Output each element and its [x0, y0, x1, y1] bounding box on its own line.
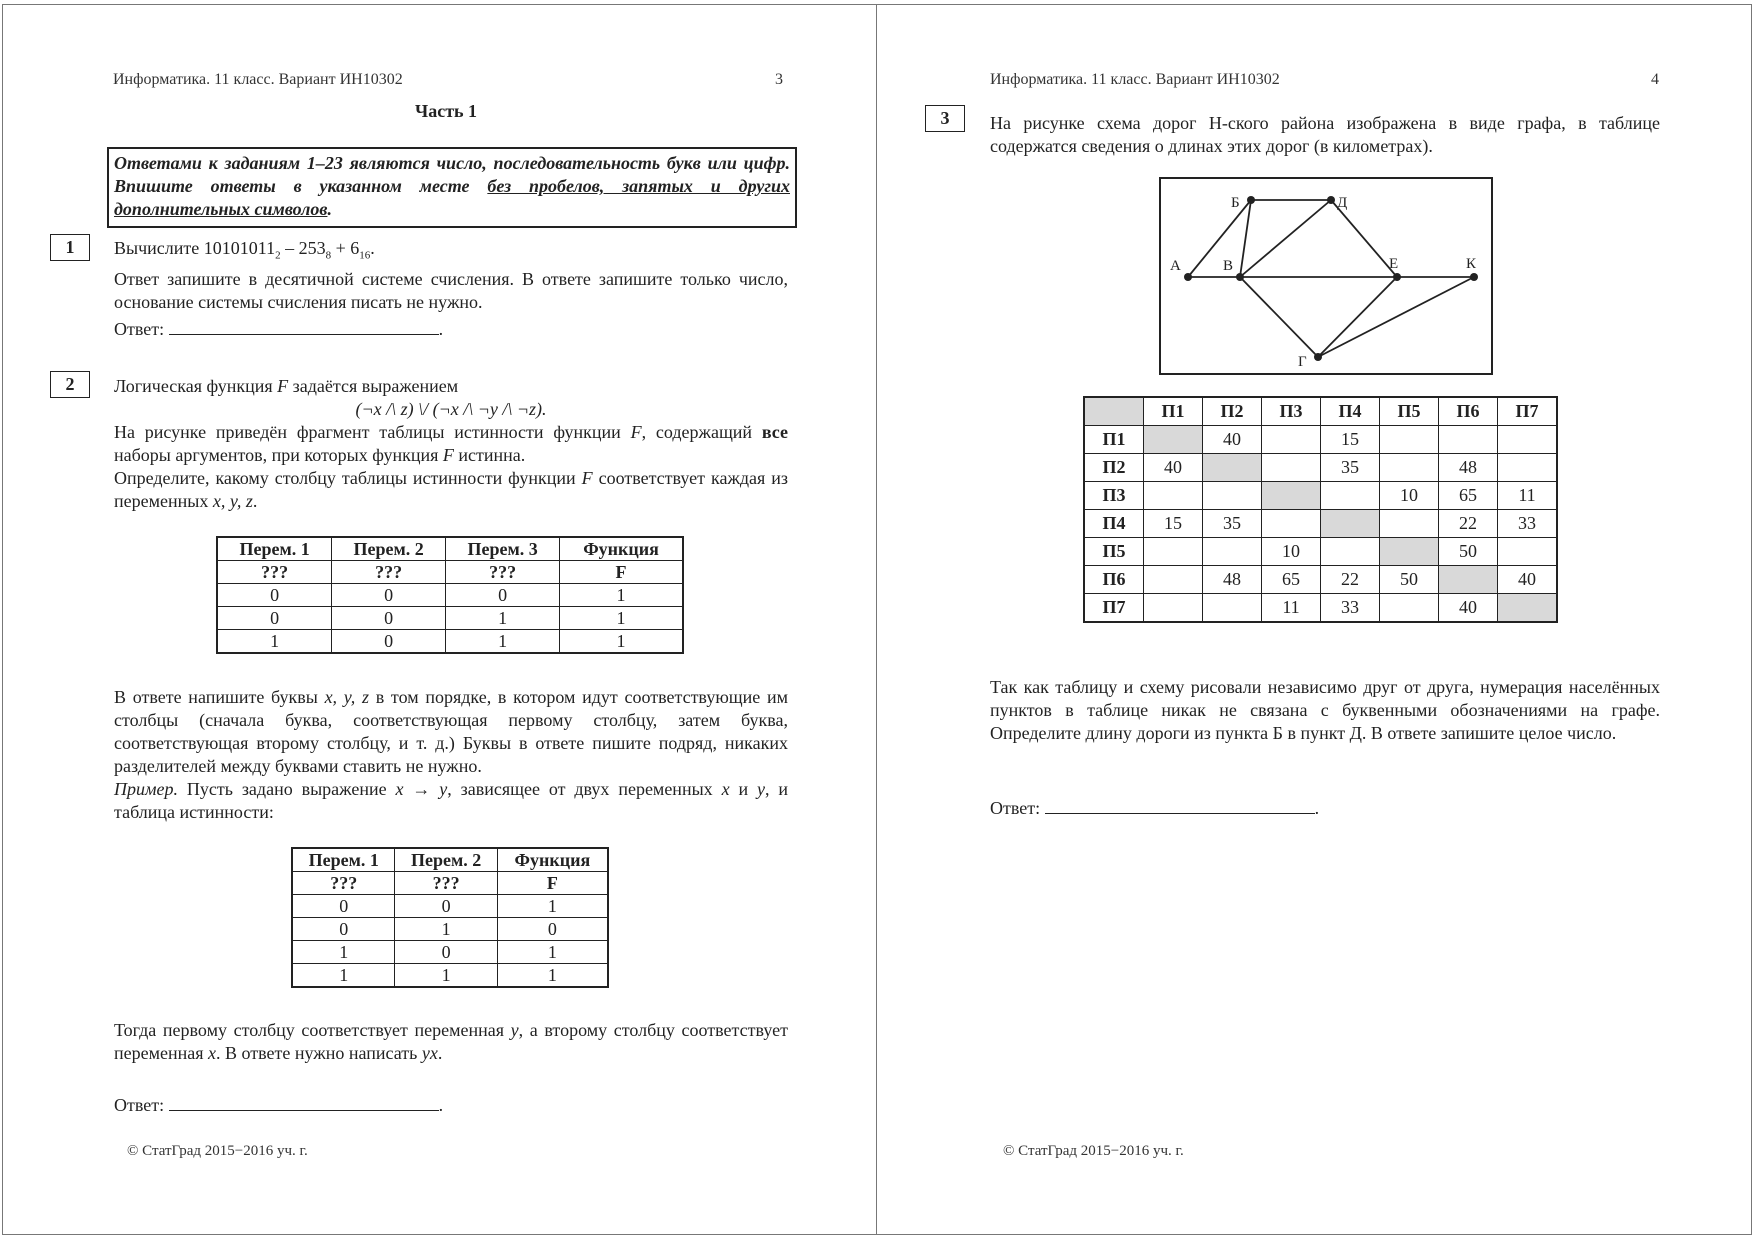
footer: © СтатГрад 2015−2016 уч. г.: [1003, 1143, 1184, 1159]
instructions-underlined: без пробелов, запятых и других дополнительных символов: [114, 176, 790, 219]
row-header: П5: [1084, 538, 1144, 566]
node-label-a: А: [1170, 258, 1181, 274]
table-cell: 35: [1321, 454, 1380, 482]
table-cell: 40: [1498, 566, 1558, 594]
table-cell: [1262, 426, 1321, 454]
table-cell: [1203, 454, 1262, 482]
table-row: [292, 941, 608, 964]
table-header: П1: [1144, 397, 1203, 426]
table-cell: 40: [1144, 454, 1203, 482]
table-header: Перем. 3: [446, 537, 560, 561]
table-cell: 0: [446, 584, 560, 607]
node-d: [1327, 196, 1335, 204]
table-cell: 1: [446, 630, 560, 654]
edge-v-g: [1240, 277, 1318, 357]
table-cell: [1439, 566, 1498, 594]
row-header: П1: [1084, 426, 1144, 454]
table-cell: [1439, 426, 1498, 454]
question-1-answer: Ответ: .: [114, 316, 443, 341]
question-number-3: 3: [925, 105, 965, 132]
table-header: Функция: [497, 848, 608, 872]
table-cell: ???: [395, 872, 497, 895]
answer-field-3[interactable]: [1045, 795, 1315, 814]
question-3-outro: Так как таблицу и схему рисовали независимо друг от друга, нумерация населённых пунктов в таблице никак не связана с буквенными обозначениями на графе. Определите длину дороги из пункта Б в пункт Д. В ответе запишите целое число.: [990, 677, 1660, 743]
table-cell: [1144, 538, 1203, 566]
table-cell: [1380, 594, 1439, 623]
table-cell: 65: [1262, 566, 1321, 594]
table-cell: 0: [332, 607, 446, 630]
page-number: 3: [775, 71, 783, 88]
table-cell: 35: [1203, 510, 1262, 538]
table-cell: 22: [1439, 510, 1498, 538]
table-cell: [1498, 594, 1558, 623]
row-header: П3: [1084, 482, 1144, 510]
table-cell: ???: [292, 872, 395, 895]
table-cell: [1144, 482, 1203, 510]
page-header-title: Информатика. 11 класс. Вариант ИН10302: [990, 71, 1280, 88]
table-header: П7: [1498, 397, 1558, 426]
road-graph: [1159, 177, 1493, 375]
table-cell: 10: [1262, 538, 1321, 566]
row-header: П6: [1084, 566, 1144, 594]
instructions-end: .: [327, 199, 332, 219]
table-cell: 0: [332, 630, 446, 654]
page-header-title: Информатика. 11 класс. Вариант ИН10302: [113, 71, 403, 88]
table-cell: 1: [446, 607, 560, 630]
table-header: П6: [1439, 397, 1498, 426]
table-cell: 33: [1498, 510, 1558, 538]
table-row: [1084, 454, 1557, 482]
table-cell: 0: [217, 584, 332, 607]
table-cell: ???: [217, 561, 332, 584]
table-row: [217, 607, 683, 630]
table-cell: 0: [217, 607, 332, 630]
table-cell: [1380, 510, 1439, 538]
question-number-1: 1: [50, 234, 90, 261]
table-cell: [1203, 482, 1262, 510]
table-cell: 0: [395, 941, 497, 964]
table-cell: 1: [395, 918, 497, 941]
table-cell: 1: [497, 895, 608, 918]
table-cell: 0: [332, 584, 446, 607]
node-a: [1184, 273, 1192, 281]
question-2-explanation: В ответе напишите буквы x, y, z в том порядке, в котором идут соответствующие им столбцы (сначала буква, соответствующая первому столбцу, затем буква, соответствующая второму столбцу, и т. д.) Буквы в ответе пишите подряд, никаких разделителей между буквами ставить не нужно. Пример. Пусть задано выражение x → y, зависящее от двух переменных x и y, и таблица истинности:: [114, 687, 788, 822]
table-row: [292, 918, 608, 941]
table-row: [217, 584, 683, 607]
table-cell: 40: [1439, 594, 1498, 623]
table-cell: 0: [497, 918, 608, 941]
node-label-e: Е: [1389, 256, 1399, 272]
table-cell: [1144, 426, 1203, 454]
table-cell: [1321, 510, 1380, 538]
question-2-formula: (¬x /\ z) \/ (¬x /\ ¬y /\ ¬z).: [355, 399, 547, 419]
table-cell: 50: [1380, 566, 1439, 594]
table-header: Перем. 2: [395, 848, 497, 872]
table-cell: [1498, 426, 1558, 454]
table-cell: 1: [497, 941, 608, 964]
table-cell: [1262, 454, 1321, 482]
table-cell: 48: [1439, 454, 1498, 482]
table-cell: [1144, 594, 1203, 623]
table-cell: 65: [1439, 482, 1498, 510]
table-cell: 33: [1321, 594, 1380, 623]
table-header-row: [1084, 397, 1557, 426]
table-header: П2: [1203, 397, 1262, 426]
truth-table-2: [291, 847, 609, 988]
edge-e-g: [1318, 277, 1397, 357]
table-cell: 15: [1144, 510, 1203, 538]
road-graph-svg: [1161, 179, 1491, 373]
table-cell: [1144, 566, 1203, 594]
table-row: [217, 630, 683, 654]
table-cell: ???: [446, 561, 560, 584]
table-row: [292, 964, 608, 988]
table-cell: 0: [292, 895, 395, 918]
answer-label: Ответ:: [114, 319, 165, 339]
question-3-answer: Ответ: .: [990, 795, 1319, 820]
page-number: 4: [1651, 71, 1659, 88]
table-row: [1084, 510, 1557, 538]
edge-d-e: [1331, 200, 1397, 277]
table-row: [1084, 566, 1557, 594]
table-header: П5: [1380, 397, 1439, 426]
table-cell: [1203, 594, 1262, 623]
table-cell: 1: [497, 964, 608, 988]
table-cell: F: [497, 872, 608, 895]
question-number-2: 2: [50, 371, 90, 398]
table-cell: 50: [1439, 538, 1498, 566]
table-cell: 1: [560, 607, 683, 630]
edge-k-g: [1318, 277, 1474, 357]
table-corner-cell: [1084, 397, 1144, 426]
table-cell: 48: [1203, 566, 1262, 594]
footer: © СтатГрад 2015−2016 уч. г.: [127, 1143, 308, 1159]
table-cell: 1: [292, 941, 395, 964]
table-cell: 1: [292, 964, 395, 988]
node-label-k: К: [1466, 256, 1477, 272]
row-header: П7: [1084, 594, 1144, 623]
instructions-text: Ответами к заданиям 1–23 являются число, последовательность букв или цифр. Впишите ответы в указанном месте: [114, 153, 790, 196]
node-v: [1236, 273, 1244, 281]
node-label-b: Б: [1231, 195, 1240, 211]
table-cell: 0: [395, 895, 497, 918]
answer-field-1[interactable]: [169, 316, 439, 335]
node-label-g: Г: [1298, 354, 1307, 370]
table-cell: 22: [1321, 566, 1380, 594]
table-cell: F: [560, 561, 683, 584]
table-header: Функция: [560, 537, 683, 561]
table-cell: [1498, 538, 1558, 566]
table-cell: ???: [332, 561, 446, 584]
right-page: [876, 4, 1752, 1235]
node-label-d: Д: [1337, 195, 1348, 211]
table-cell: 1: [217, 630, 332, 654]
table-cell: [1321, 482, 1380, 510]
node-k: [1470, 273, 1478, 281]
table-row: [1084, 594, 1557, 623]
table-row: [1084, 538, 1557, 566]
node-b: [1247, 196, 1255, 204]
distance-table: [1083, 396, 1558, 623]
table-cell: [1380, 454, 1439, 482]
question-2-intro: Логическая функция F задаётся выражением (¬x /\ z) \/ (¬x /\ ¬y /\ ¬z). На рисунке приведён фрагмент таблицы истинности функции F, содержащий все наборы аргументов, при которых функция F истинна. Определите, какому столбцу таблицы истинности функции F соответствует каждая из переменных x, y, z.: [114, 376, 788, 511]
table-cell: 11: [1262, 594, 1321, 623]
table-cell: 40: [1203, 426, 1262, 454]
node-g: [1314, 353, 1322, 361]
table-cell: 0: [292, 918, 395, 941]
row-header: П4: [1084, 510, 1144, 538]
answer-field-2[interactable]: [169, 1092, 439, 1111]
question-1-expression: Вычислите $10101011_2 - 253_8 + 6_{16}$.: [114, 238, 375, 262]
table-row: [1084, 426, 1557, 454]
instructions-box: [107, 147, 797, 228]
table-header: Перем. 1: [292, 848, 395, 872]
answer-label: Ответ:: [114, 1095, 165, 1115]
table-header: Перем. 2: [332, 537, 446, 561]
table-cell: 1: [560, 630, 683, 654]
table-cell: [1321, 538, 1380, 566]
table-cell: [1380, 426, 1439, 454]
table-cell: [1262, 482, 1321, 510]
table-row: [292, 895, 608, 918]
question-3-intro: На рисунке схема дорог Н-ского района изображена в виде графа, в таблице содержатся сведения о длинах этих дорог (в километрах).: [990, 113, 1660, 156]
table-header: Перем. 1: [217, 537, 332, 561]
part-title: Часть 1: [415, 101, 478, 121]
table-row: [1084, 482, 1557, 510]
question-2-answer: Ответ: .: [114, 1092, 443, 1117]
question-1-text: [114, 237, 788, 314]
table-cell: [1262, 510, 1321, 538]
table-cell: [1498, 454, 1558, 482]
table-cell: 1: [395, 964, 497, 988]
edge-v-d: [1240, 200, 1331, 277]
left-page: [2, 4, 878, 1235]
table-cell: 10: [1380, 482, 1439, 510]
table-cell: [1203, 538, 1262, 566]
table-cell: 11: [1498, 482, 1558, 510]
node-e: [1393, 273, 1401, 281]
truth-table-1: [216, 536, 684, 654]
table-header: П4: [1321, 397, 1380, 426]
question-1-instructions: Ответ запишите в десятичной системе счисления. В ответе запишите только число, основание системы счисления писать не нужно.: [114, 268, 788, 312]
node-label-v: В: [1223, 258, 1234, 274]
row-header: П2: [1084, 454, 1144, 482]
table-cell: 15: [1321, 426, 1380, 454]
table-cell: 1: [560, 584, 683, 607]
table-header: П3: [1262, 397, 1321, 426]
answer-label: Ответ:: [990, 798, 1041, 818]
table-cell: [1380, 538, 1439, 566]
question-2-conclusion: Тогда первому столбцу соответствует переменная y, а второму столбцу соответствует переменная x. В ответе нужно написать yx.: [114, 1020, 788, 1063]
